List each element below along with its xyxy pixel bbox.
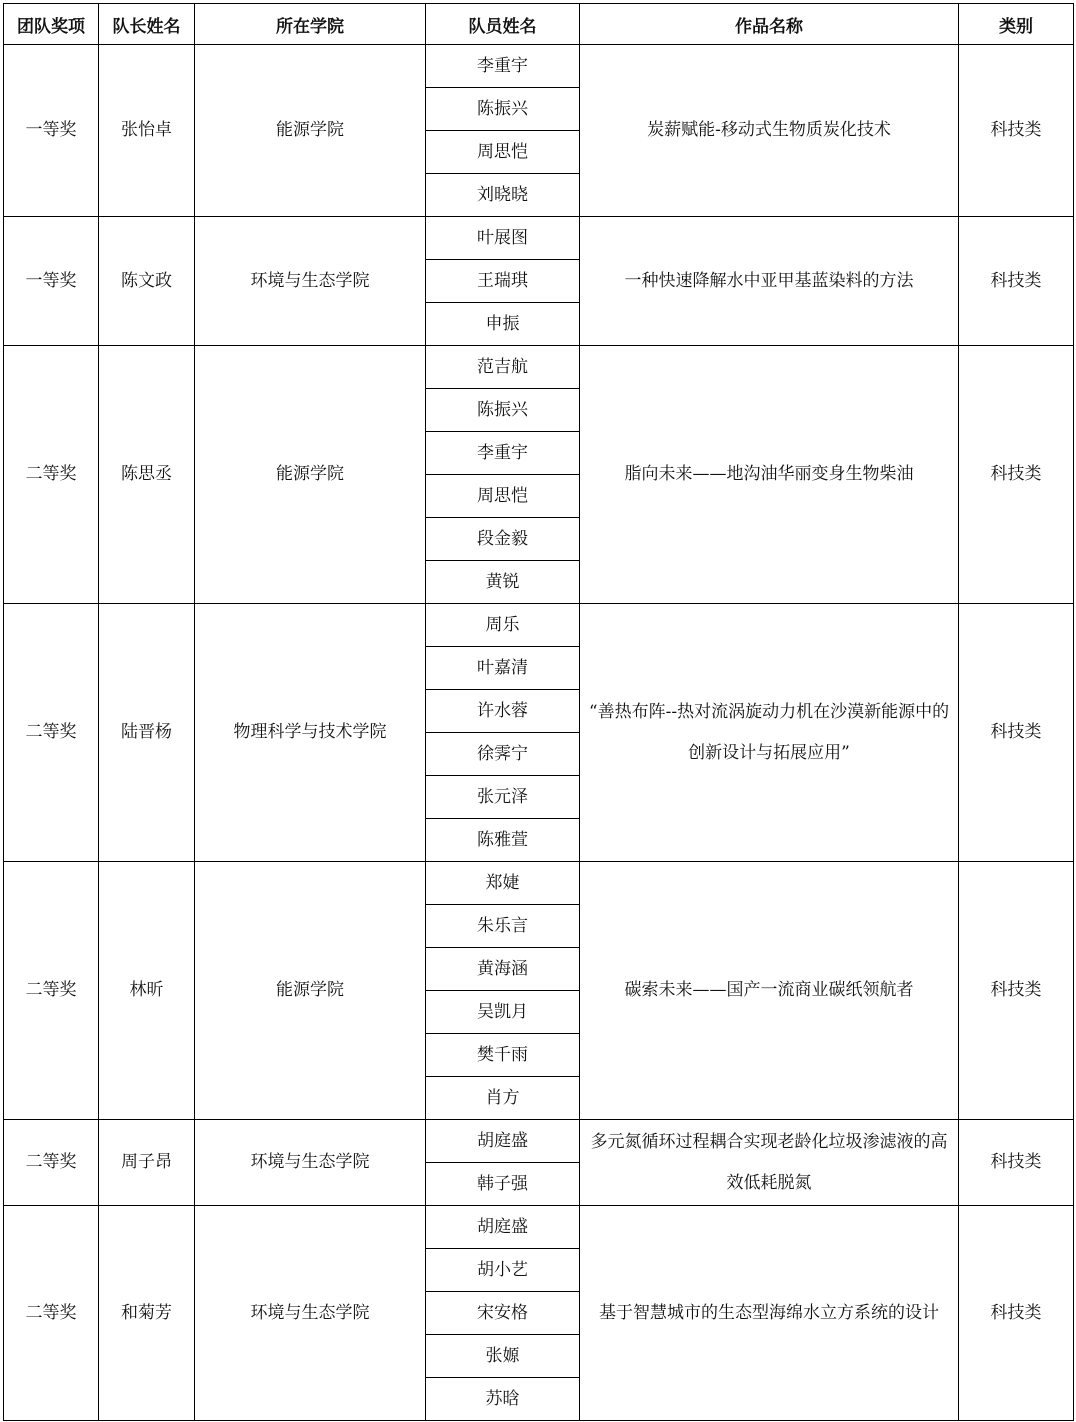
- college-cell: 能源学院: [195, 862, 426, 1120]
- college-cell: 环境与生态学院: [195, 1206, 426, 1421]
- member-cell: 叶展图: [426, 217, 580, 260]
- member-cell: 樊千雨: [426, 1034, 580, 1077]
- awards-table: [3, 3, 1074, 1421]
- member-cell: 叶嘉清: [426, 647, 580, 690]
- category-cell: 科技类: [959, 862, 1074, 1120]
- title-cell: “善热布阵--热对流涡旋动力机在沙漠新能源中的创新设计与拓展应用”: [580, 604, 959, 862]
- college-cell: 物理科学与技术学院: [195, 604, 426, 862]
- college-cell: 环境与生态学院: [195, 1120, 426, 1206]
- award-cell: 二等奖: [4, 862, 99, 1120]
- category-cell: 科技类: [959, 45, 1074, 217]
- header-college: 所在学院: [195, 4, 426, 45]
- member-cell: 周思恺: [426, 475, 580, 518]
- member-cell: 陈振兴: [426, 389, 580, 432]
- category-cell: 科技类: [959, 217, 1074, 346]
- header-members: 队员姓名: [426, 4, 580, 45]
- award-cell: 一等奖: [4, 217, 99, 346]
- captain-cell: 周子昂: [99, 1120, 195, 1206]
- member-cell: 韩子强: [426, 1163, 580, 1206]
- table-body: [4, 45, 1074, 1421]
- member-cell: 王瑞琪: [426, 260, 580, 303]
- member-cell: 郑婕: [426, 862, 580, 905]
- captain-cell: 陆晋杨: [99, 604, 195, 862]
- captain-cell: 和菊芳: [99, 1206, 195, 1421]
- captain-cell: 陈思丞: [99, 346, 195, 604]
- captain-cell: 陈文政: [99, 217, 195, 346]
- member-cell: 肖方: [426, 1077, 580, 1120]
- title-cell: 脂向未来——地沟油华丽变身生物柴油: [580, 346, 959, 604]
- title-cell: 多元氮循环过程耦合实现老龄化垃圾渗滤液的高效低耗脱氮: [580, 1120, 959, 1206]
- category-cell: 科技类: [959, 1120, 1074, 1206]
- award-cell: 一等奖: [4, 45, 99, 217]
- member-cell: 胡小艺: [426, 1249, 580, 1292]
- member-cell: 周思恺: [426, 131, 580, 174]
- award-cell: 二等奖: [4, 1206, 99, 1421]
- award-cell: 二等奖: [4, 1120, 99, 1206]
- member-cell: 张元泽: [426, 776, 580, 819]
- member-cell: 李重宇: [426, 432, 580, 475]
- member-cell: 张嫄: [426, 1335, 580, 1378]
- member-cell: 周乐: [426, 604, 580, 647]
- member-cell: 陈振兴: [426, 88, 580, 131]
- member-cell: 许水蓉: [426, 690, 580, 733]
- award-cell: 二等奖: [4, 346, 99, 604]
- category-cell: 科技类: [959, 346, 1074, 604]
- college-cell: 能源学院: [195, 346, 426, 604]
- header-category: 类别: [959, 4, 1074, 45]
- title-cell: 一种快速降解水中亚甲基蓝染料的方法: [580, 217, 959, 346]
- member-cell: 刘晓晓: [426, 174, 580, 217]
- member-cell: 段金毅: [426, 518, 580, 561]
- member-cell: 黄海涵: [426, 948, 580, 991]
- member-cell: 范吉航: [426, 346, 580, 389]
- title-cell: 基于智慧城市的生态型海绵水立方系统的设计: [580, 1206, 959, 1421]
- member-cell: 陈雅萱: [426, 819, 580, 862]
- captain-cell: 张怡卓: [99, 45, 195, 217]
- table-row: [4, 1120, 1074, 1163]
- member-cell: 朱乐言: [426, 905, 580, 948]
- member-cell: 黄锐: [426, 561, 580, 604]
- college-cell: 能源学院: [195, 45, 426, 217]
- table-row: [4, 1206, 1074, 1249]
- header-row: [4, 4, 1074, 45]
- member-cell: 胡庭盛: [426, 1120, 580, 1163]
- header-award: 团队奖项: [4, 4, 99, 45]
- header-title: 作品名称: [580, 4, 959, 45]
- member-cell: 李重宇: [426, 45, 580, 88]
- table-row: [4, 217, 1074, 260]
- member-cell: 徐霁宁: [426, 733, 580, 776]
- award-cell: 二等奖: [4, 604, 99, 862]
- member-cell: 吴凯月: [426, 991, 580, 1034]
- category-cell: 科技类: [959, 1206, 1074, 1421]
- table-row: [4, 604, 1074, 647]
- category-cell: 科技类: [959, 604, 1074, 862]
- table-row: [4, 45, 1074, 88]
- title-cell: 碳索未来——国产一流商业碳纸领航者: [580, 862, 959, 1120]
- title-cell: 炭薪赋能-移动式生物质炭化技术: [580, 45, 959, 217]
- header-captain: 队长姓名: [99, 4, 195, 45]
- member-cell: 宋安格: [426, 1292, 580, 1335]
- table-row: [4, 862, 1074, 905]
- captain-cell: 林昕: [99, 862, 195, 1120]
- member-cell: 苏晗: [426, 1378, 580, 1421]
- member-cell: 申振: [426, 303, 580, 346]
- table-row: [4, 346, 1074, 389]
- college-cell: 环境与生态学院: [195, 217, 426, 346]
- member-cell: 胡庭盛: [426, 1206, 580, 1249]
